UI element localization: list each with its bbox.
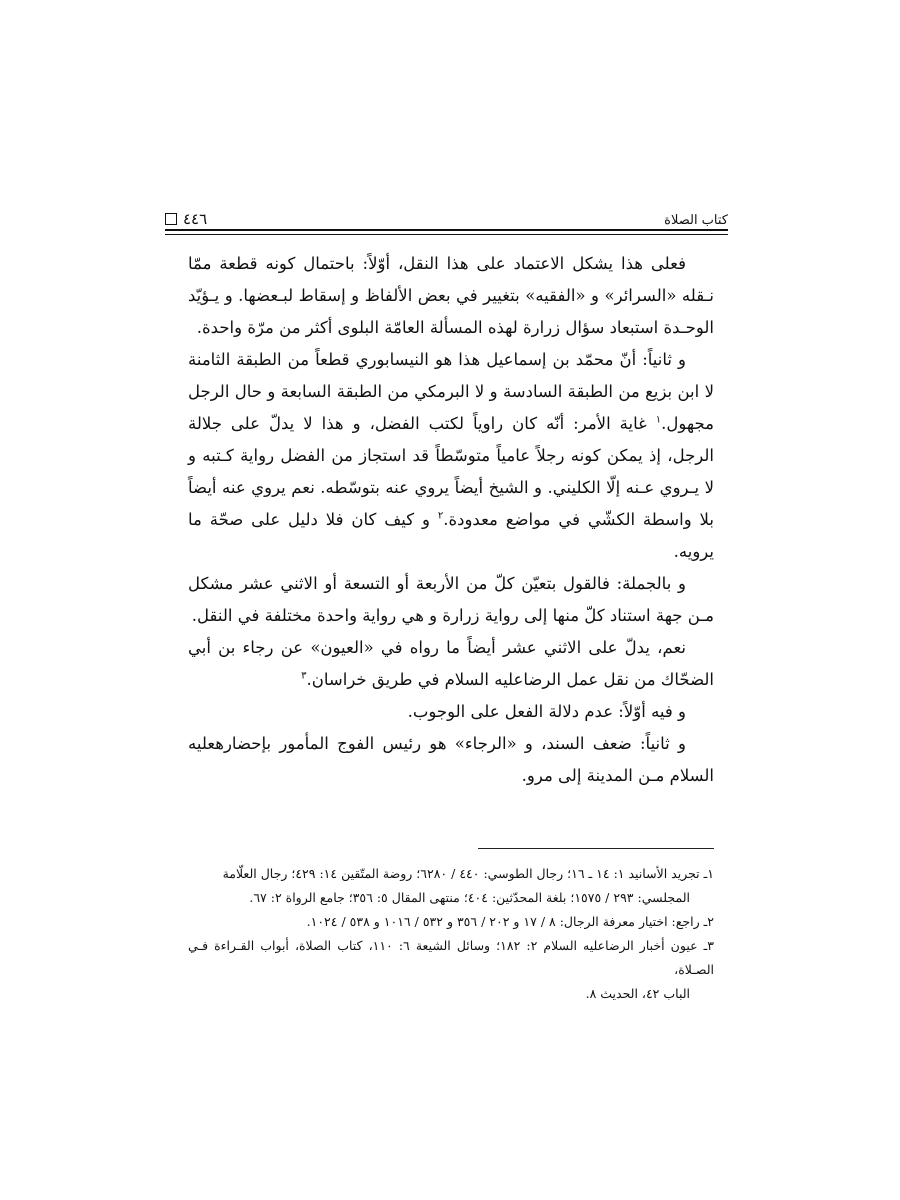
footnote-2: ٢ـ راجع: اختيار معرفة الرجال: ٨ / ١٧ و ٢٠٢ / ٣٥٦ و ٥٣٢ / ١٠١٦ و ٥٣٨ / ١٠٢٤. <box>306 914 714 929</box>
paragraph-2-part-c: و كيف كان فلا دليل على صحّة ما يرويه. <box>188 510 714 561</box>
footnote-3-continued: الباب ٤٢، الحديث ٨. <box>585 986 690 1001</box>
page-number: ٤٤٦ <box>183 210 208 228</box>
book-title: كتاب الصلاة <box>664 213 728 228</box>
header-rule-thin <box>165 234 728 235</box>
main-text <box>188 248 714 792</box>
paragraph-6: و ثانياً: ضعف السند، و «الرجاء» هو رئيس الفوج المأمور بإحضارهعليه السلام مـن المدينة إلى مرو. <box>188 734 714 785</box>
square-ornament-icon <box>165 213 177 225</box>
footnote-1-continued: المجلسي: ٢٩٣ / ١٥٧٥؛ بلغة المحدّثين: ٤٠٤؛ منتهى المقال ٥: ٣٥٦؛ جامع الرواة ٢: ٦٧. <box>249 890 690 905</box>
paragraph-4 <box>188 632 714 696</box>
paragraph-4-text: نعم، يدلّ على الاثني عشر أيضاً ما رواه في «العيون» عن رجاء بن أبي الضحّاك من نقل عمل الرضاعليه السلام في طريق خراسان. <box>188 638 714 689</box>
paragraph-2 <box>188 344 714 568</box>
footnote-ref-3[interactable]: ٣ <box>301 670 307 682</box>
paragraph-1: فعلى هذا يشكل الاعتماد على هذا النقل، أوّلاً: باحتمال كونه قطعة ممّا نـقله «السرائر» و «الفقيه» بتغيير في بعض الألفاظ و إسقاط لبـعضها. و يـؤيّد الوحـدة استبعاد سؤال زرارة لهذه المسألة العامّة البلوى أكثر من مرّة واحدة. <box>188 254 714 337</box>
footnote-3: ٣ـ عيون أخبار الرضاعليه السلام ٢: ١٨٢؛ وسائل الشيعة ٦: ١١٠، كتاب الصلاة، أبواب القـراءة فـي الصـلاة، <box>188 938 714 977</box>
footnote-separator <box>478 848 714 849</box>
paragraph-5: و فيه أوّلاً: عدم دلالة الفعل على الوجوب. <box>407 702 686 721</box>
paragraph-3: و بالجملة: فالقول بتعيّن كلّ من الأربعة أو التسعة أو الاثني عشر مشكل مـن جهة استناد كلّ منها إلى رواية زرارة و هي رواية واحدة مختلفة في النقل. <box>188 574 714 625</box>
footnote-ref-1[interactable]: ١ <box>655 414 662 426</box>
header-rule-thick <box>165 229 728 231</box>
page-number-group <box>165 210 207 228</box>
footnotes <box>188 862 714 1006</box>
page-header <box>165 200 728 228</box>
footnote-ref-2[interactable]: ٢ <box>437 510 444 522</box>
footnote-1: ١ـ تجريد الأسانيد ١: ١٤ ـ ١٦؛ رجال الطوسي: ٤٤٠ / ٦٢٨٠؛ روضة المتّقين ١٤: ٤٢٩؛ رجال العلّامة <box>222 866 714 881</box>
paragraph-2-part-b: غاية الأمر: أنّه كان راوياً لكتب الفضل، و هذا لا يدلّ على جلالة الرجل، إذ يمكن كونه رجلاً عامياً متوسّطاً قد استجاز من الفضل رواية كـتبه و لا يـروي عـنه إلّا الكليني. و الشيخ أيضاً يروي عنه بتوسّطه. نعم يروي عنه أيضاً بلا واسطة الكشّي في مواضع معدودة. <box>188 414 714 529</box>
paragraph-2-part-a: و ثانياً: أنّ محمّد بن إسماعيل هذا هو النيسابوري قطعاً من الطبقة الثامنة لا ابن بزيع من الطبقة السادسة و لا البرمكي من الطبقة السابعة و حال الرجل مجهول. <box>188 350 714 433</box>
